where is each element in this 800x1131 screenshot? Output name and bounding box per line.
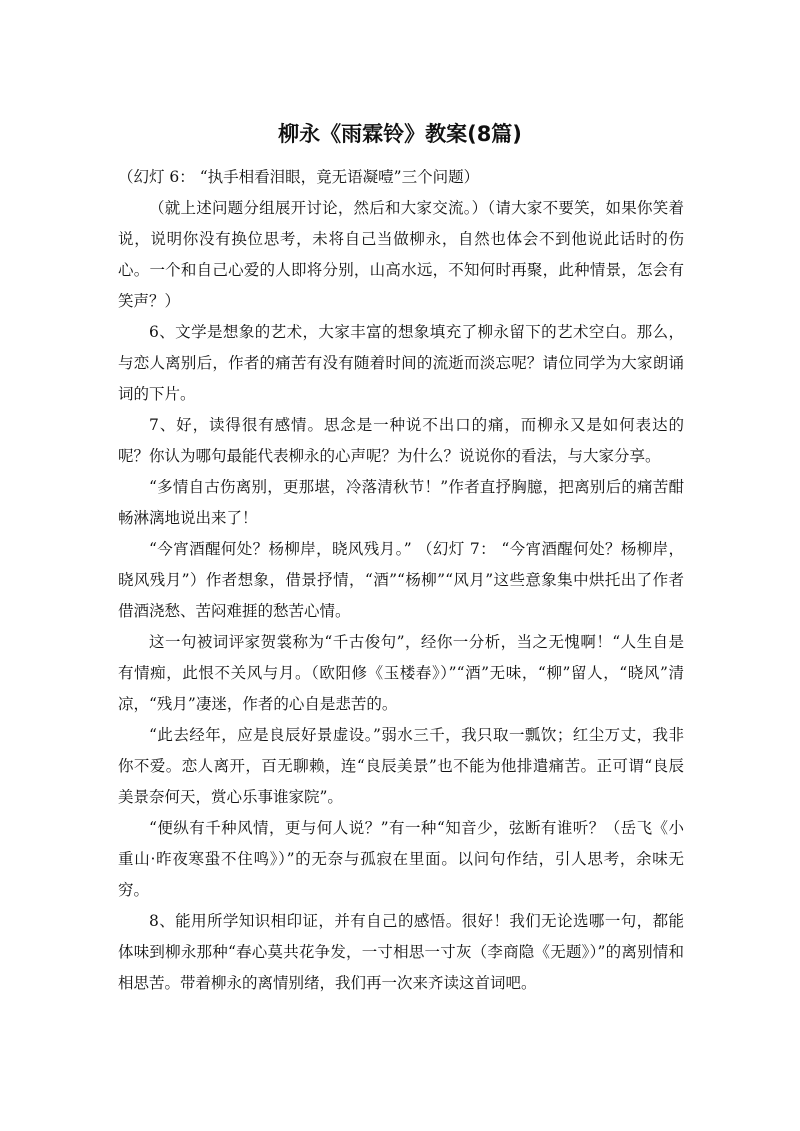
document-title: 柳永《雨霖铃》教案(8篇)	[278, 122, 522, 146]
paragraph-discussion: （就上述问题分组展开讨论，然后和大家交流。）（请大家不要笑，如果你笑着说，说明你没有换位思考，未将自己当做柳永，自然也体会不到他说此话时的伤心。一个和自己心爱的人即将分别，山高水远，不知何时再聚，此种情景，怎会有笑声？）	[118, 199, 684, 310]
document-body	[118, 162, 684, 999]
paragraph-step-8: 8、能用所学知识相印证，并有自己的感悟。很好！我们无论选哪一句，都能体味到柳永那种“春心莫共花争发，一寸相思一寸灰（李商隐《无题》）”的离别情和相思苦。带着柳永的离情别绪，我们再一次来齐读这首词吧。	[118, 912, 684, 992]
paragraph-quote-bianzong: “便纵有千种风情，更与何人说？”有一种“知音少，弦断有谁听？（岳飞《小重山·昨夜寒蛩不住鸣》）”的无奈与孤寂在里面。以问句作结，引人思考，余味无穷。	[118, 819, 684, 899]
paragraph-comment-heshang: 这一句被词评家贺裳称为“千古俊句”，经你一分析，当之无愧啊！“人生自是有情痴，此恨不关风与月。（欧阳修《玉楼春》）”“酒”无味，“柳”留人，“晓风”清凉，“残月”凄迷，作者的心自是悲苦的。	[118, 633, 684, 713]
paragraph-quote-ciqu: “此去经年，应是良辰好景虚设。”弱水三千，我只取一瓢饮；红尘万丈，我非你不爱。恋人离开，百无聊赖，连“良辰美景”也不能为他排遣痛苦。正可谓“良辰美景奈何天，赏心乐事谁家院”。	[118, 726, 684, 806]
paragraph-step-6: 6、文学是想象的艺术，大家丰富的想象填充了柳永留下的艺术空白。那么，与恋人离别后，作者的痛苦有没有随着时间的流逝而淡忘呢？请位同学为大家朗诵词的下片。	[118, 323, 684, 403]
paragraph-quote-jinxiao: “今宵酒醒何处？杨柳岸，晓风残月。” （幻灯 7： “今宵酒醒何处？杨柳岸，晓风残月”）作者想象，借景抒情，“酒”“杨柳”“风月”这些意象集中烘托出了作者借酒浇愁、苦闷难捱的愁苦心情。	[118, 540, 684, 620]
paragraph-slide-6: （幻灯 6： “执手相看泪眼，竟无语凝噎”三个问题）	[118, 168, 480, 186]
paragraph-quote-duoqing: “多情自古伤离别，更那堪，冷落清秋节！”作者直抒胸臆，把离别后的痛苦酣畅淋漓地说出来了！	[118, 478, 684, 527]
paragraph-step-7: 7、好，读得很有感情。思念是一种说不出口的痛，而柳永又是如何表达的呢？你认为哪句最能代表柳永的心声呢？为什么？说说你的看法，与大家分享。	[118, 416, 684, 465]
